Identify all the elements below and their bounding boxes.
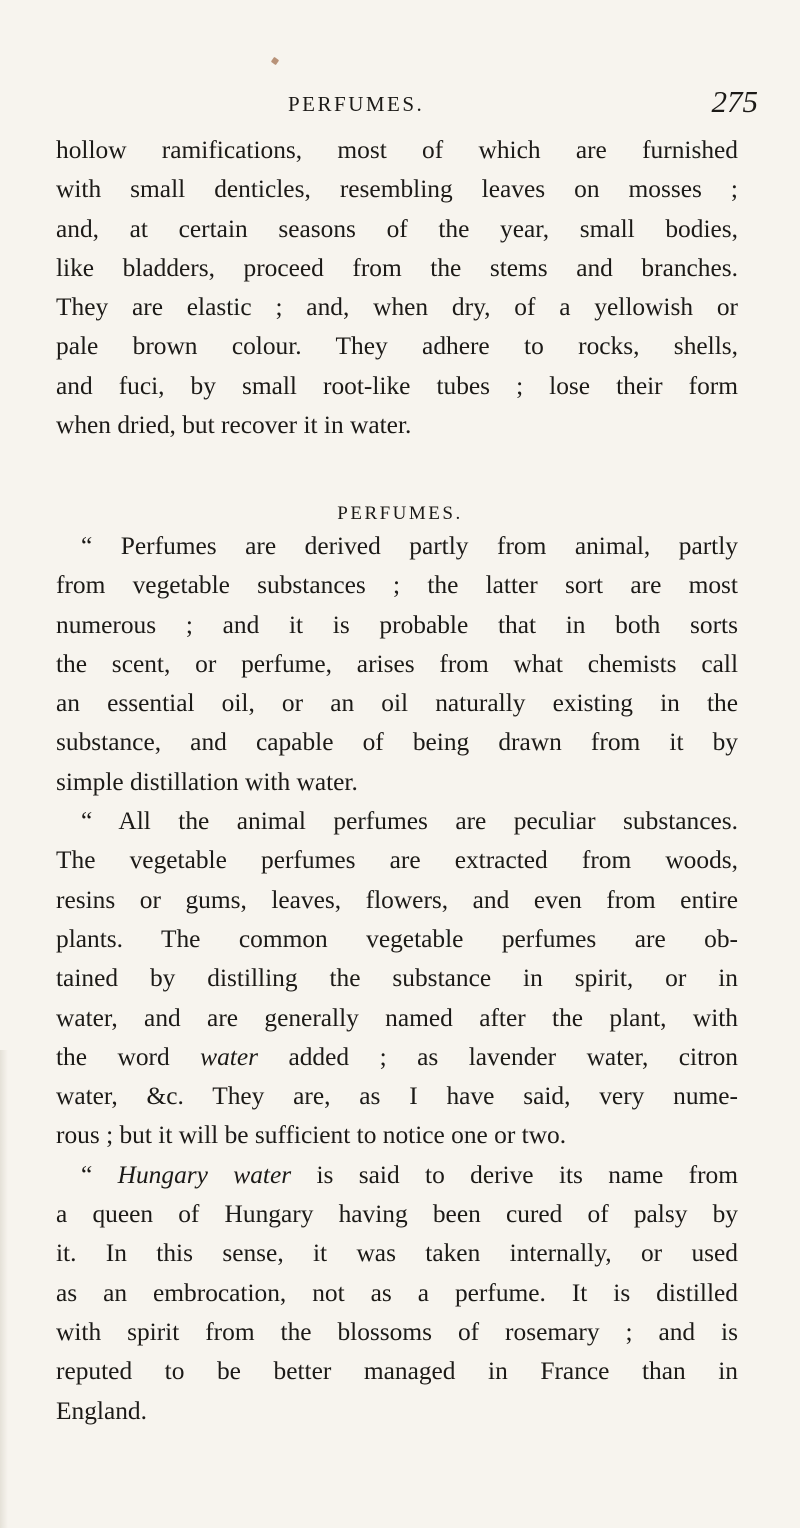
perfumes-section-body: [56, 527, 738, 1431]
text-line: simple distillation with water.: [56, 767, 358, 796]
text-line: plants. The common vegetable perfumes are ob-: [56, 924, 738, 953]
text-segment: the word: [56, 1042, 201, 1071]
text-line: [56, 1038, 738, 1077]
continuation-paragraph: [56, 131, 738, 445]
text-line: hollow ramifications, most of which are furnished: [56, 136, 738, 164]
text-line: pale brown colour. They adhere to rocks, shells,: [56, 332, 738, 361]
text-line: the scent, or perfume, arises from what chemists call: [56, 649, 738, 678]
section-heading: PERFUMES.: [337, 503, 463, 524]
paragraph-perfumes-origin: [56, 527, 738, 802]
running-head: [288, 84, 760, 128]
text-line: England.: [56, 1396, 147, 1425]
text-line: The vegetable perfumes are extracted from woods,: [56, 846, 738, 875]
running-title: PERFUMES.: [288, 92, 425, 116]
text-line: resins or gums, leaves, flowers, and even from entire: [56, 885, 738, 914]
text-line: “ All the animal perfumes are peculiar substances.: [81, 807, 738, 836]
text-line: tained by distilling the substance in spirit, or in: [56, 964, 738, 993]
text-line: like bladders, proceed from the stems and branches.: [56, 253, 738, 282]
page-number: 275: [711, 84, 758, 119]
paragraph-animal-vegetable: [56, 802, 738, 1156]
italic-term: Hungary water: [117, 1160, 292, 1189]
paragraph-hungary-water: [56, 1156, 738, 1431]
text-line: as an embrocation, not as a perfume. It is distilled: [56, 1278, 738, 1307]
text-line: and fuci, by small root-like tubes ; lose their form: [56, 371, 738, 400]
text-line: rous ; but it will be sufficient to notice one or two.: [56, 1121, 567, 1150]
text-line: when dried, but recover it in water.: [56, 411, 412, 440]
text-line: and, at certain seasons of the year, small bodies,: [56, 214, 738, 243]
text-line: a queen of Hungary having been cured of palsy by: [56, 1200, 738, 1229]
text-line: with small denticles, resembling leaves on mosses ;: [56, 175, 738, 204]
text-segment: “: [81, 1160, 118, 1189]
text-segment: added ; as lavender water, citron: [258, 1042, 738, 1071]
text-line: from vegetable substances ; the latter sort are most: [56, 571, 738, 600]
text-line: “ Perfumes are derived partly from animal, partly: [81, 532, 738, 560]
text-line: reputed to be better managed in France than in: [56, 1357, 738, 1386]
text-segment: is said to derive its name from: [291, 1160, 738, 1189]
text-line: it. In this sense, it was taken internally, or used: [56, 1239, 738, 1268]
text-line: They are elastic ; and, when dry, of a yellowish or: [56, 293, 738, 322]
text-line: numerous ; and it is probable that in both sorts: [56, 610, 738, 639]
italic-term: water: [200, 1042, 258, 1071]
text-line: substance, and capable of being drawn from it by: [56, 728, 738, 757]
binding-shadow: [0, 1050, 8, 1528]
text-line: [56, 1156, 738, 1195]
text-line: water, and are generally named after the plant, with: [56, 1003, 738, 1032]
text-line: an essential oil, or an oil naturally existing in the: [56, 689, 738, 718]
ink-fleck: [271, 57, 279, 65]
text-line: water, &c. They are, as I have said, very nume-: [56, 1082, 738, 1111]
text-line: with spirit from the blossoms of rosemary ; and is: [56, 1317, 738, 1346]
